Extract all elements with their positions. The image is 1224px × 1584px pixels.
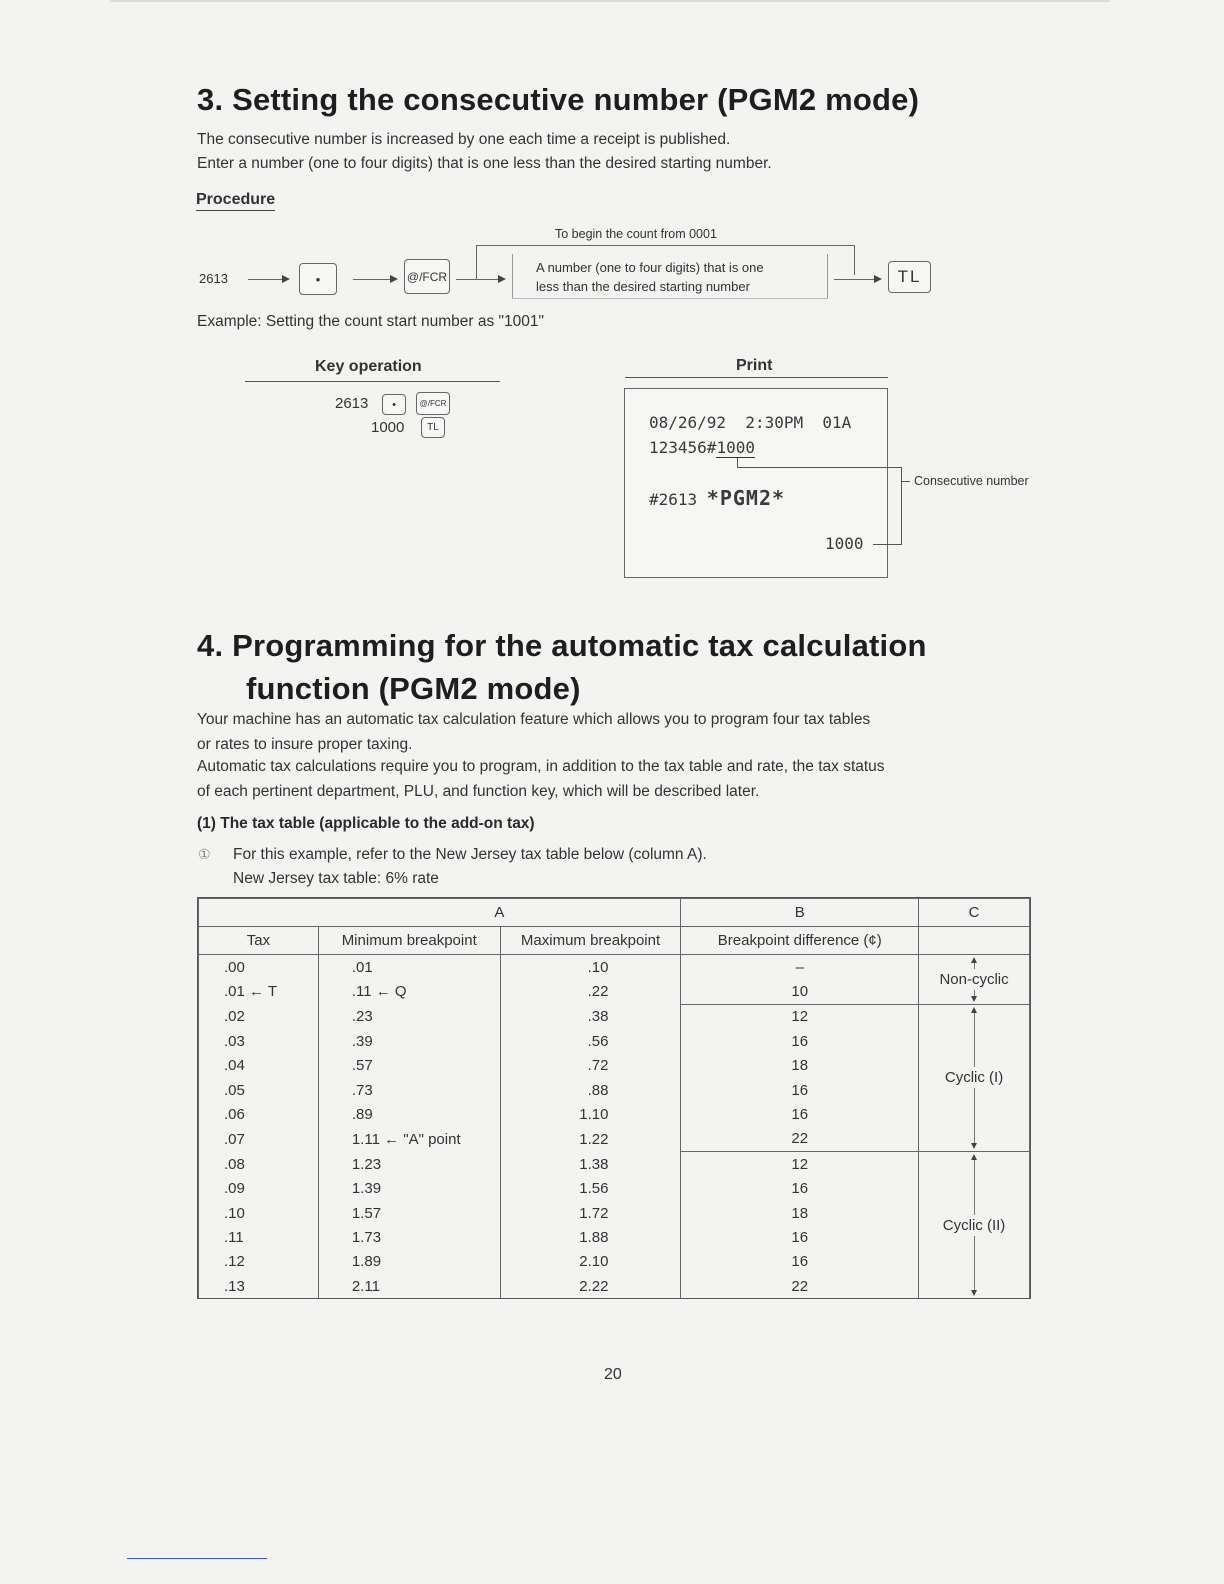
c-non-cyclic-label: Non-cyclic: [939, 970, 1009, 988]
key-operation-heading: Key operation: [315, 358, 422, 375]
section-4-para-1-line-2: or rates to insure proper taxing.: [197, 736, 413, 753]
callout-bottom-line: [873, 544, 902, 545]
callout-tick: [737, 458, 738, 468]
breakpoint-diff-cell: 16: [681, 1102, 919, 1126]
section-3-intro-1: The consecutive number is increased by one each time a receipt is published.: [197, 131, 731, 148]
flow-start-value: 2613: [199, 271, 228, 286]
flow-arrow-4: [834, 279, 880, 280]
group-header-b: B: [681, 899, 919, 927]
section-4-para-2-line-2: of each pertinent department, PLU, and function key, which will be described later.: [197, 783, 760, 800]
page-number: 20: [604, 1366, 622, 1383]
breakpoint-diff-cell: 10: [681, 979, 919, 1004]
key-operation-rule: [245, 381, 500, 382]
max-breakpoint-cell: 1.56: [500, 1177, 681, 1201]
group-header-c: C: [919, 899, 1030, 927]
c-cyclic-2-label: Cyclic (II): [942, 1216, 1006, 1234]
tax-cell: .07: [199, 1127, 319, 1152]
table-row: [199, 1078, 1030, 1102]
max-breakpoint-cell: .10: [500, 955, 681, 980]
max-breakpoint-cell: 2.10: [500, 1250, 681, 1274]
table-row: [199, 1127, 1030, 1152]
key-op-line1-value: 2613: [335, 395, 369, 412]
print-rule: [625, 377, 888, 378]
c-non-cyclic-cell: [919, 955, 1030, 1005]
table-row: [199, 1029, 1030, 1053]
min-breakpoint-cell: .57: [318, 1054, 500, 1078]
section-4-title-line-2: function (PGM2 mode): [246, 671, 581, 706]
max-breakpoint-cell: 1.22: [500, 1127, 681, 1152]
consecutive-number-callout: Consecutive number: [914, 474, 1029, 488]
section-4-para-1-line-1: Your machine has an automatic tax calculation feature which allows you to program four tax tables: [197, 711, 871, 728]
tax-cell: .02: [199, 1004, 319, 1029]
table-row: [199, 1250, 1030, 1274]
col-header-c-blank: [919, 927, 1030, 955]
print-heading: Print: [736, 357, 773, 374]
group-header-blank: [199, 899, 319, 927]
tax-cell: .12: [199, 1250, 319, 1274]
flow-arrow-2: [353, 279, 396, 280]
c-cyclic-2-arrow-up: [971, 1154, 977, 1160]
receipt-mode: *PGM2*: [706, 486, 786, 510]
max-breakpoint-cell: .88: [500, 1078, 681, 1102]
min-breakpoint-cell: 1.73: [318, 1225, 500, 1249]
table-row: [199, 1102, 1030, 1126]
breakpoint-diff-cell: 12: [681, 1004, 919, 1029]
table-row: [199, 1054, 1030, 1078]
tax-cell: .01 ← T: [199, 979, 319, 1004]
step-line-2: New Jersey tax table: 6% rate: [233, 870, 439, 887]
max-breakpoint-cell: .72: [500, 1054, 681, 1078]
max-breakpoint-cell: 2.22: [500, 1274, 681, 1298]
key-op-fcr-key: @/FCR: [416, 392, 450, 415]
c-cyclic-1-arrow-down: [971, 1143, 977, 1149]
table-row: [199, 1225, 1030, 1249]
procedure-label: Procedure: [196, 191, 275, 211]
breakpoint-diff-cell: 18: [681, 1054, 919, 1078]
min-breakpoint-cell: 1.39: [318, 1177, 500, 1201]
begin-count-note: To begin the count from 0001: [555, 227, 717, 241]
max-breakpoint-cell: 1.88: [500, 1225, 681, 1249]
receipt-line-3: [649, 486, 785, 510]
top-edge-line: [110, 0, 1110, 2]
tax-cell: .06: [199, 1102, 319, 1126]
receipt-line-3-prefix: #2613: [649, 490, 707, 509]
callout-top-line: [737, 467, 902, 468]
number-box-line-2: less than the desired starting number: [536, 279, 750, 294]
min-breakpoint-cell: .23: [318, 1004, 500, 1029]
c-non-cyclic-arrow-down: [971, 996, 977, 1002]
tax-cell: .05: [199, 1078, 319, 1102]
min-breakpoint-cell: .11 ← Q: [318, 979, 500, 1004]
tax-cell: .10: [199, 1201, 319, 1225]
table-row: [199, 1274, 1030, 1298]
max-breakpoint-cell: .38: [500, 1004, 681, 1029]
flow-arrow-1: [248, 279, 288, 280]
breakpoint-diff-cell: 16: [681, 1078, 919, 1102]
min-breakpoint-cell: .73: [318, 1078, 500, 1102]
tl-key: TL: [888, 261, 931, 293]
breakpoint-diff-cell: 16: [681, 1029, 919, 1053]
flow-connector: [456, 279, 476, 280]
receipt-consecutive-number: 1000: [716, 438, 755, 457]
tax-cell: .13: [199, 1274, 319, 1298]
key-op-tl-key: TL: [421, 417, 445, 438]
tax-cell: .03: [199, 1029, 319, 1053]
breakpoint-diff-cell: 16: [681, 1250, 919, 1274]
breakpoint-diff-cell: 22: [681, 1127, 919, 1152]
min-breakpoint-cell: .89: [318, 1102, 500, 1126]
footer-link-line: [127, 1558, 267, 1559]
breakpoint-diff-cell: 16: [681, 1177, 919, 1201]
col-header-max: Maximum breakpoint: [500, 927, 681, 955]
number-box-line-1: A number (one to four digits) that is one: [536, 260, 764, 275]
min-breakpoint-cell: 1.23: [318, 1152, 500, 1177]
tax-cell: .00: [199, 955, 319, 980]
key-op-decimal-key: •: [382, 394, 406, 415]
key-op-line2-value: 1000: [371, 419, 405, 436]
c-cyclic-1-arrow-up: [971, 1007, 977, 1013]
breakpoint-diff-cell: 22: [681, 1274, 919, 1298]
fcr-key: @/FCR: [404, 259, 450, 294]
tax-cell: .09: [199, 1177, 319, 1201]
min-breakpoint-cell: 1.57: [318, 1201, 500, 1225]
step-line-1: For this example, refer to the New Jersey tax table below (column A).: [233, 846, 707, 863]
max-breakpoint-cell: 1.72: [500, 1201, 681, 1225]
example-line: Example: Setting the count start number as "1001": [197, 313, 545, 330]
table-row: [199, 1004, 1030, 1029]
receipt-line-1: 08/26/92 2:30PM 01A: [649, 413, 852, 432]
receipt-line-2: [649, 438, 755, 457]
flow-loop-top: [476, 245, 854, 246]
section-4-para-2-line-1: Automatic tax calculations require you to program, in addition to the tax table and rate, the tax status: [197, 758, 885, 775]
tax-table-subheading: (1) The tax table (applicable to the add-on tax): [197, 815, 535, 832]
number-box: [512, 254, 828, 299]
max-breakpoint-cell: .56: [500, 1029, 681, 1053]
flow-loop-right: [854, 245, 855, 275]
min-breakpoint-cell: .01: [318, 955, 500, 980]
c-cyclic-2-arrow-down: [971, 1290, 977, 1296]
section-4-title-line-1: 4. Programming for the automatic tax calculation: [197, 628, 927, 663]
receipt-line-4: 1000: [825, 534, 864, 553]
c-cyclic-1-cell: [919, 1004, 1030, 1151]
receipt-line-2-prefix: 123456#: [649, 438, 717, 457]
receipt: [624, 388, 888, 578]
min-breakpoint-cell: 2.11: [318, 1274, 500, 1298]
breakpoint-diff-cell: 18: [681, 1201, 919, 1225]
min-breakpoint-cell: .39: [318, 1029, 500, 1053]
callout-vertical: [901, 467, 902, 545]
tax-cell: .04: [199, 1054, 319, 1078]
breakpoint-diff-cell: 16: [681, 1225, 919, 1249]
col-header-min: Minimum breakpoint: [318, 927, 500, 955]
c-non-cyclic-arrow-up: [971, 957, 977, 963]
table-row: [199, 955, 1030, 980]
c-cyclic-1-label: Cyclic (I): [944, 1069, 1004, 1087]
c-cyclic-2-cell: [919, 1152, 1030, 1299]
table-row: [199, 979, 1030, 1004]
col-header-diff: Breakpoint difference (¢): [681, 927, 919, 955]
max-breakpoint-cell: 1.38: [500, 1152, 681, 1177]
table-row: [199, 1201, 1030, 1225]
max-breakpoint-cell: .22: [500, 979, 681, 1004]
tax-cell: .08: [199, 1152, 319, 1177]
section-3-title: 3. Setting the consecutive number (PGM2 mode): [197, 82, 920, 117]
callout-pointer: [902, 481, 910, 482]
flow-loop-left: [476, 245, 477, 280]
tax-cell: .11: [199, 1225, 319, 1249]
decimal-key: •: [299, 263, 337, 295]
max-breakpoint-cell: 1.10: [500, 1102, 681, 1126]
table-row: [199, 1152, 1030, 1177]
section-3-intro-2: Enter a number (one to four digits) that is one less than the desired starting number.: [197, 155, 772, 172]
min-breakpoint-cell: 1.89: [318, 1250, 500, 1274]
breakpoint-diff-cell: –: [681, 955, 919, 980]
table-row: [199, 1177, 1030, 1201]
tax-table: [197, 897, 1031, 1299]
flow-arrow-3: [476, 279, 504, 280]
breakpoint-diff-cell: 12: [681, 1152, 919, 1177]
min-breakpoint-cell: 1.11 ← "A" point: [318, 1127, 500, 1152]
step-marker: ①: [198, 846, 211, 862]
col-header-tax: Tax: [199, 927, 319, 955]
group-header-a: A: [318, 899, 681, 927]
